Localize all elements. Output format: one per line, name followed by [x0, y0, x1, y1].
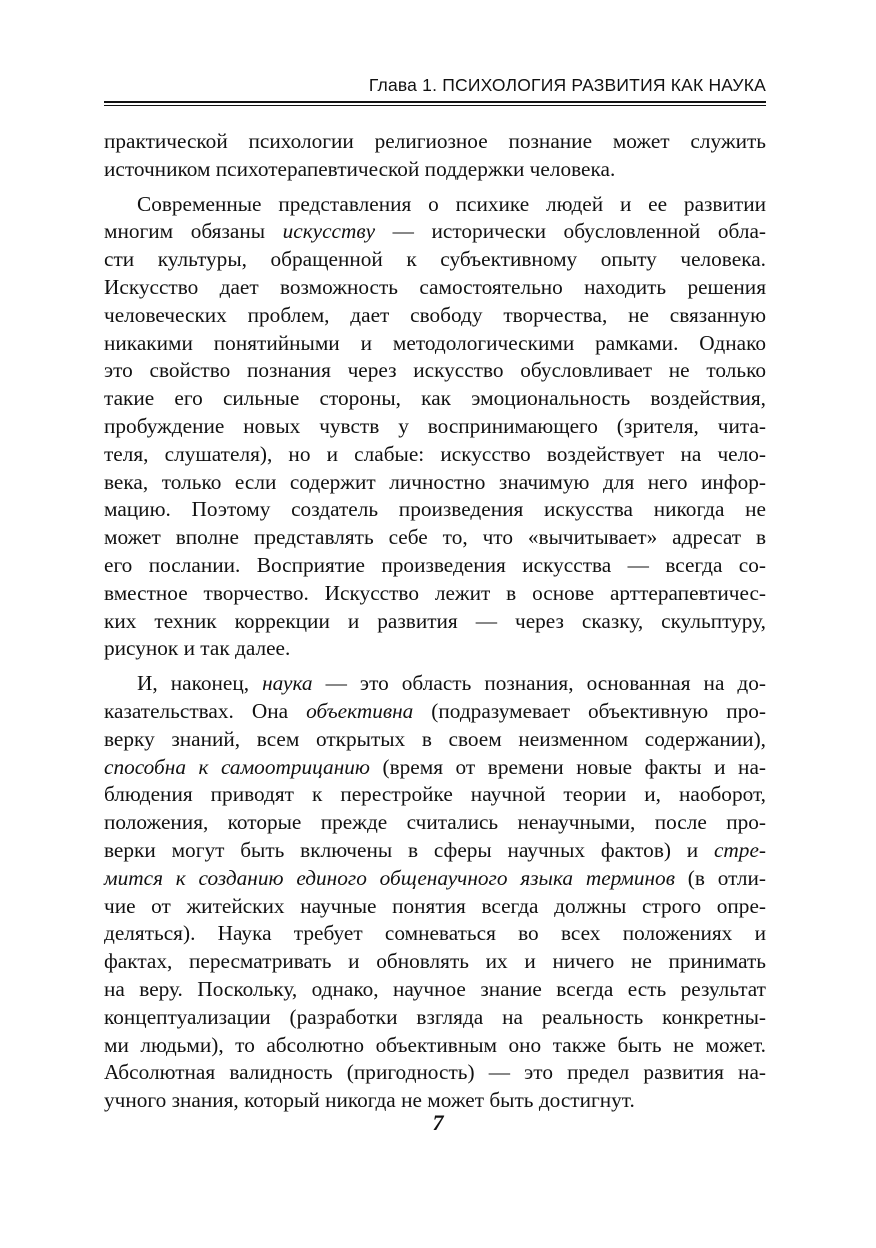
text-run: (подразумевает объективную про- [413, 698, 766, 723]
text-line [104, 754, 766, 782]
text-line: теля, слушателя), но и слабые: искусство воздействует на чело- [104, 441, 766, 466]
text-line: такие его сильные стороны, как эмоциональность воздействия, [104, 386, 766, 411]
header-rule-thick [104, 101, 766, 103]
running-header: Глава 1. ПСИХОЛОГИЯ РАЗВИТИЯ КАК НАУКА [368, 75, 766, 95]
text-line: вместное творчество. Искусство лежит в основе арттерапевтичес- [104, 580, 766, 605]
paragraph-3 [104, 670, 766, 1115]
text-line [104, 670, 766, 698]
text-run: (в отли- [674, 865, 766, 890]
text-line: фактах, пересматривать и обновлять их и ничего не принимать [104, 949, 766, 974]
text-line: источником психотерапевтической поддержки человека. [104, 156, 616, 181]
text-line [104, 698, 766, 726]
header-rule-thin [104, 105, 766, 106]
text-line: Современные представления о психике людей и ее развитии [137, 191, 766, 216]
italic-term-stremitsya: стре- [713, 837, 766, 862]
text-line [104, 218, 766, 246]
text-line: ми людьми), то абсолютно объективным оно также быть не может. [104, 1032, 766, 1057]
text-line: практической психологии религиозное познание может служить [104, 129, 766, 153]
text-line [104, 865, 766, 893]
text-line: учного знания, который никогда не может быть достигнут. [104, 1088, 635, 1113]
text-line: ких техник коррекции и развития — через сказку, скульптуру, [104, 608, 766, 633]
paragraph-1 [104, 128, 766, 184]
paragraph-2 [104, 191, 766, 664]
text-line: верку знаний, всем открытых в своем неизменном содержании), [104, 726, 766, 751]
text-line: это свойство познания через искусство обусловливает не только [104, 358, 766, 383]
text-line [104, 837, 766, 865]
text-run: казательствах. Она [104, 698, 307, 723]
text-line: чие от житейских научные понятия всегда должны строго опре- [104, 893, 766, 918]
text-line: века, только если содержит личностно значимую для него инфор- [104, 469, 766, 494]
text-line: блюдения приводят к перестройке научной теории и, наоборот, [104, 782, 766, 807]
text-run: И, наконец, [137, 671, 263, 696]
text-line: пробуждение новых чувств у воспринимающего (зрителя, чита- [104, 413, 766, 438]
italic-term-samootricanie: способна к самоотрицанию [104, 754, 370, 779]
text-line: деляться). Наука требует сомневаться во всех положениях и [104, 921, 766, 946]
text-run: многим обязаны [104, 219, 283, 244]
text-line: его послании. Восприятие произведения искусства — всегда со- [104, 552, 766, 577]
text-line: никакими понятийными и методологическими рамками. Однако [104, 330, 766, 355]
italic-term-obektivna: объективна [306, 698, 414, 723]
text-line: Абсолютная валидность (пригодность) — это предел развития на- [104, 1060, 766, 1085]
text-run: — это область познания, основанная на до- [312, 671, 767, 696]
text-line: положения, которые прежде считались ненаучными, после про- [104, 810, 766, 835]
body-text [104, 128, 766, 1115]
text-line: человеческих проблем, дает свободу творчества, не связанную [104, 302, 766, 327]
text-run: — исторически обусловленной обла- [375, 219, 766, 244]
italic-term-yazyk-terminov: мится к созданию единого общенаучного языка терминов [104, 865, 675, 890]
italic-term-iskusstvo: искусству [282, 219, 376, 244]
text-line: Искусство дает возможность самостоятельно находить решения [104, 274, 766, 299]
text-line: сти культуры, обращенной к субъективному опыту человека. [104, 247, 766, 272]
text-run: (время от времени новые факты и на- [369, 754, 766, 779]
italic-term-nauka: наука [262, 671, 313, 696]
page-number: 7 [432, 1110, 444, 1135]
text-run: верки могут быть включены в сферы научных фактов) и [104, 837, 714, 862]
text-line: концептуализации (разработки взгляда на реальность конкретны- [104, 1004, 766, 1029]
text-line: мацию. Поэтому создатель произведения искусства никогда не [104, 497, 766, 522]
text-line: на веру. Поскольку, однако, научное знание всегда есть результат [104, 976, 766, 1001]
text-line: рисунок и так далее. [104, 636, 291, 661]
text-line: может вполне представлять себе то, что «вычитывает» адресат в [104, 525, 766, 550]
